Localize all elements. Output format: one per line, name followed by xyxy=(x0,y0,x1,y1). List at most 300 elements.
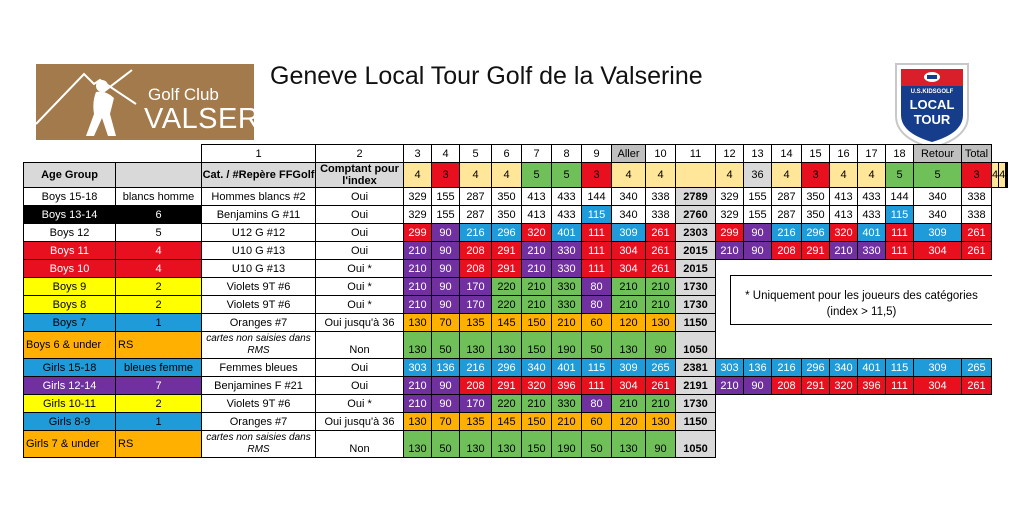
empty-cell xyxy=(886,332,914,359)
par-10: 4 xyxy=(716,163,744,188)
empty-cell xyxy=(962,332,992,359)
table-row xyxy=(24,188,1008,206)
tee-cell: 2 xyxy=(116,296,202,314)
category-cell: Violets 9T #6 xyxy=(202,395,316,413)
hole-distance-cell: 210 xyxy=(404,377,432,395)
comptant-cell: Oui xyxy=(316,188,404,206)
category-cell: Oranges #7 xyxy=(202,413,316,431)
hole-distance-cell: 50 xyxy=(582,332,612,359)
comptant-cell: Oui * xyxy=(316,296,404,314)
category-header: Cat. / #Repère FFGolf xyxy=(202,163,316,188)
par-cell: 3 xyxy=(802,163,830,188)
hole-distance-cell: 150 xyxy=(522,431,552,458)
hole-distance-cell: 261 xyxy=(646,224,676,242)
back-distance-cell: 433 xyxy=(858,206,886,224)
hole-distance-cell: 145 xyxy=(492,314,522,332)
par-cell: 4 xyxy=(404,163,432,188)
hole-distance-cell: 90 xyxy=(432,395,460,413)
hole-distance-cell: 304 xyxy=(612,242,646,260)
par-cell: 4 xyxy=(460,163,492,188)
back-distance-cell: 155 xyxy=(744,188,772,206)
empty-cell xyxy=(914,431,962,458)
empty-cell xyxy=(830,395,858,413)
hole-distance-cell: 265 xyxy=(646,359,676,377)
hole-distance-cell: 303 xyxy=(404,359,432,377)
hole-distance-cell: 145 xyxy=(492,413,522,431)
hole-distance-cell: 433 xyxy=(552,188,582,206)
hole-distance-cell: 50 xyxy=(432,332,460,359)
hole-distance-cell: 210 xyxy=(612,296,646,314)
back-distance-cell: 291 xyxy=(802,377,830,395)
hole-distance-cell: 287 xyxy=(460,206,492,224)
back-distance-cell: 261 xyxy=(962,242,992,260)
hole-distance-cell: 261 xyxy=(646,377,676,395)
hole-distance-cell: 170 xyxy=(460,395,492,413)
age-group-cell: Boys 12 xyxy=(24,224,116,242)
hole-distance-cell: 433 xyxy=(552,206,582,224)
empty-cell xyxy=(744,395,772,413)
hole-distance-cell: 210 xyxy=(552,413,582,431)
par-cell: 4 xyxy=(612,163,646,188)
back-distance-cell: 90 xyxy=(744,224,772,242)
empty-cell xyxy=(886,431,914,458)
back-distance-cell: 350 xyxy=(802,188,830,206)
comptant-cell: Oui xyxy=(316,377,404,395)
back-distance-cell: 210 xyxy=(716,242,744,260)
hole-distance-cell: 210 xyxy=(522,278,552,296)
tee-cell: RS xyxy=(116,431,202,458)
hole-distance-cell: 155 xyxy=(432,188,460,206)
table-row xyxy=(24,206,1008,224)
hole-distance-cell: 50 xyxy=(582,431,612,458)
comptant-cell: Oui xyxy=(316,206,404,224)
hole-distance-cell: 210 xyxy=(646,296,676,314)
category-cell: cartes non saisies dans RMS xyxy=(202,431,316,458)
hole-distance-cell: 304 xyxy=(612,377,646,395)
tee-cell: blancs homme xyxy=(116,188,202,206)
empty-cell xyxy=(802,332,830,359)
hole-distance-cell: 210 xyxy=(522,260,552,278)
hole-distance-cell: 329 xyxy=(404,188,432,206)
back-distance-cell: 111 xyxy=(886,224,914,242)
logo-line-1: Golf Club xyxy=(148,85,219,104)
category-cell: Hommes blancs #2 xyxy=(202,188,316,206)
header-row xyxy=(24,163,1008,188)
column-number: 2 xyxy=(316,145,404,163)
par-cell: 3 xyxy=(432,163,460,188)
comptant-cell: Oui jusqu'à 36 xyxy=(316,314,404,332)
hole-distance-cell: 210 xyxy=(522,395,552,413)
hole-distance-cell: 210 xyxy=(404,242,432,260)
hole-distance-cell: 296 xyxy=(492,359,522,377)
empty-cell xyxy=(858,431,886,458)
back-distance-cell: 329 xyxy=(716,206,744,224)
empty-cell xyxy=(886,395,914,413)
tee-cell: 4 xyxy=(116,242,202,260)
tee-cell: 5 xyxy=(116,224,202,242)
column-number: 7 xyxy=(522,145,552,163)
category-cell: U10 G #13 xyxy=(202,242,316,260)
back-distance-cell: 115 xyxy=(886,206,914,224)
hole-distance-cell: 413 xyxy=(522,206,552,224)
table-row xyxy=(24,242,1008,260)
age-group-cell: Girls 15-18 xyxy=(24,359,116,377)
hole-distance-cell: 208 xyxy=(460,242,492,260)
hole-distance-cell: 130 xyxy=(460,431,492,458)
category-cell: Femmes bleues xyxy=(202,359,316,377)
hole-distance-cell: 261 xyxy=(646,242,676,260)
empty-cell xyxy=(962,413,992,431)
par-11: 36 xyxy=(744,163,772,188)
front-total-cell: 1050 xyxy=(676,332,716,359)
empty-cell xyxy=(716,413,744,431)
front-total-cell: 1730 xyxy=(676,395,716,413)
tee-cell: bleues femme xyxy=(116,359,202,377)
empty-cell xyxy=(716,395,744,413)
column-number: 10 xyxy=(646,145,676,163)
par-cell: 5 xyxy=(914,163,962,188)
back-distance-cell: 304 xyxy=(914,377,962,395)
par-cell: 4 xyxy=(830,163,858,188)
front-total-cell: 1730 xyxy=(676,296,716,314)
column-number: Aller xyxy=(612,145,646,163)
par-aller xyxy=(676,163,716,188)
tee-cell: 7 xyxy=(116,377,202,395)
back-distance-cell: 216 xyxy=(772,359,802,377)
back-distance-cell: 303 xyxy=(716,359,744,377)
hole-distance-cell: 208 xyxy=(460,260,492,278)
empty-cell xyxy=(858,395,886,413)
empty-cell xyxy=(716,332,744,359)
tee-cell: 2 xyxy=(116,395,202,413)
back-distance-cell: 265 xyxy=(962,359,992,377)
age-group-cell: Boys 7 xyxy=(24,314,116,332)
back-distance-cell: 340 xyxy=(914,206,962,224)
hole-distance-cell: 150 xyxy=(522,314,552,332)
back-distance-cell: 155 xyxy=(744,206,772,224)
hole-distance-cell: 130 xyxy=(460,332,492,359)
hole-distance-cell: 350 xyxy=(492,206,522,224)
par-cell: 4 xyxy=(492,163,522,188)
hole-distance-cell: 90 xyxy=(646,431,676,458)
hole-distance-cell: 111 xyxy=(582,224,612,242)
hole-distance-cell: 90 xyxy=(432,260,460,278)
hole-distance-cell: 90 xyxy=(432,377,460,395)
category-cell: Benjamines F #21 xyxy=(202,377,316,395)
back-distance-cell: 340 xyxy=(830,359,858,377)
hole-distance-cell: 309 xyxy=(612,224,646,242)
column-number: 4 xyxy=(432,145,460,163)
par-cell: 5 xyxy=(886,163,914,188)
back-distance-cell: 287 xyxy=(772,188,802,206)
hole-distance-cell: 150 xyxy=(522,332,552,359)
hole-distance-cell: 130 xyxy=(612,332,646,359)
hole-distance-cell: 111 xyxy=(582,260,612,278)
empty-cell xyxy=(802,395,830,413)
back-distance-cell: 433 xyxy=(858,188,886,206)
back-distance-cell: 216 xyxy=(772,224,802,242)
back-distance-cell: 115 xyxy=(886,359,914,377)
par-cell: 4 xyxy=(772,163,802,188)
hole-distance-cell: 320 xyxy=(522,377,552,395)
back-distance-cell: 396 xyxy=(858,377,886,395)
hole-distance-cell: 130 xyxy=(404,332,432,359)
age-group-cell: Girls 10-11 xyxy=(24,395,116,413)
empty-cell xyxy=(744,431,772,458)
logo-tour: TOUR xyxy=(913,112,951,127)
footnote-line-2: (index > 11,5) xyxy=(826,306,897,318)
hole-distance-cell: 208 xyxy=(460,377,492,395)
hole-distance-cell: 210 xyxy=(404,260,432,278)
front-total-cell: 2191 xyxy=(676,377,716,395)
hole-distance-cell: 309 xyxy=(612,359,646,377)
hole-distance-cell: 90 xyxy=(432,296,460,314)
column-number: Retour xyxy=(914,145,962,163)
tee-cell: RS xyxy=(116,332,202,359)
footnote-line-1: * Uniquement pour les joueurs des catégories xyxy=(745,290,978,302)
page-title: Geneve Local Tour Golf de la Valserine xyxy=(270,62,703,90)
tee-header xyxy=(116,163,202,188)
local-tour-shield-icon xyxy=(890,60,974,150)
empty-cell xyxy=(830,431,858,458)
hole-distance-cell: 130 xyxy=(492,332,522,359)
back-distance-cell: 144 xyxy=(886,188,914,206)
hole-distance-cell: 130 xyxy=(404,431,432,458)
category-cell: Violets 9T #6 xyxy=(202,296,316,314)
hole-distance-cell: 150 xyxy=(522,413,552,431)
back-distance-cell: 261 xyxy=(962,224,992,242)
empty-cell xyxy=(744,332,772,359)
back-distance-cell: 261 xyxy=(962,377,992,395)
hole-distance-cell: 340 xyxy=(612,206,646,224)
column-number: 9 xyxy=(582,145,612,163)
back-distance-cell: 291 xyxy=(802,242,830,260)
back-distance-cell: 413 xyxy=(830,188,858,206)
empty-cell xyxy=(858,413,886,431)
empty-cell xyxy=(914,395,962,413)
hole-distance-cell: 210 xyxy=(612,395,646,413)
hole-distance-cell: 299 xyxy=(404,224,432,242)
hole-distance-cell: 291 xyxy=(492,242,522,260)
hole-distance-cell: 190 xyxy=(552,431,582,458)
hole-distance-cell: 330 xyxy=(552,296,582,314)
back-distance-cell: 309 xyxy=(914,224,962,242)
hole-distance-cell: 80 xyxy=(582,296,612,314)
logo-local: LOCAL xyxy=(909,97,955,112)
hole-distance-cell: 330 xyxy=(552,242,582,260)
back-distance-cell: 340 xyxy=(914,188,962,206)
hole-distance-cell: 50 xyxy=(432,431,460,458)
hole-distance-cell: 216 xyxy=(460,359,492,377)
hole-distance-cell: 220 xyxy=(492,395,522,413)
table-row xyxy=(24,332,1008,359)
hole-distance-cell: 210 xyxy=(404,278,432,296)
empty-cell xyxy=(744,413,772,431)
hole-distance-cell: 60 xyxy=(582,413,612,431)
comptant-cell: Non xyxy=(316,431,404,458)
age-group-cell: Boys 11 xyxy=(24,242,116,260)
back-distance-cell: 338 xyxy=(962,188,992,206)
par-cell: 3 xyxy=(962,163,992,188)
empty-cell xyxy=(116,145,202,163)
column-number: Total xyxy=(962,145,992,163)
empty-cell xyxy=(858,332,886,359)
column-number: 17 xyxy=(858,145,886,163)
back-distance-cell: 329 xyxy=(716,188,744,206)
age-group-cell: Girls 12-14 xyxy=(24,377,116,395)
back-distance-cell: 111 xyxy=(886,242,914,260)
empty-cell xyxy=(962,431,992,458)
hole-distance-cell: 304 xyxy=(612,260,646,278)
hole-distance-cell: 338 xyxy=(646,206,676,224)
hole-distance-cell: 130 xyxy=(646,314,676,332)
par-cell: 4 xyxy=(992,163,999,188)
hole-distance-cell: 120 xyxy=(612,314,646,332)
tee-cell: 6 xyxy=(116,206,202,224)
comptant-cell: Oui * xyxy=(316,278,404,296)
front-total-cell: 1050 xyxy=(676,431,716,458)
hole-distance-cell: 130 xyxy=(492,431,522,458)
empty-cell xyxy=(914,413,962,431)
back-distance-cell: 320 xyxy=(830,224,858,242)
table-row xyxy=(24,413,1008,431)
empty-cell xyxy=(830,332,858,359)
hole-distance-cell: 90 xyxy=(432,224,460,242)
hole-distance-cell: 340 xyxy=(522,359,552,377)
hole-distance-cell: 80 xyxy=(582,278,612,296)
hole-distance-cell: 190 xyxy=(552,332,582,359)
column-number: 6 xyxy=(492,145,522,163)
back-distance-cell: 90 xyxy=(744,377,772,395)
hole-distance-cell: 90 xyxy=(432,242,460,260)
back-distance-cell: 210 xyxy=(716,377,744,395)
hole-distance-cell: 130 xyxy=(646,413,676,431)
back-distance-cell: 401 xyxy=(858,359,886,377)
column-number: 8 xyxy=(552,145,582,163)
hole-distance-cell: 120 xyxy=(612,413,646,431)
tee-cell: 2 xyxy=(116,278,202,296)
age-group-cell: Boys 10 xyxy=(24,260,116,278)
hole-distance-cell: 210 xyxy=(552,314,582,332)
hole-distance-cell: 70 xyxy=(432,413,460,431)
front-total-cell: 1150 xyxy=(676,413,716,431)
hole-distance-cell: 296 xyxy=(492,224,522,242)
comptant-header: Comptant pour l'index xyxy=(316,163,404,188)
comptant-cell: Oui xyxy=(316,224,404,242)
back-distance-cell: 111 xyxy=(886,377,914,395)
front-total-cell: 2015 xyxy=(676,242,716,260)
hole-distance-cell: 338 xyxy=(646,188,676,206)
back-distance-cell: 330 xyxy=(858,242,886,260)
hole-distance-cell: 220 xyxy=(492,296,522,314)
hole-distance-cell: 210 xyxy=(646,278,676,296)
back-distance-cell: 90 xyxy=(744,242,772,260)
hole-distance-cell: 130 xyxy=(612,431,646,458)
empty-cell xyxy=(772,431,802,458)
comptant-cell: Oui jusqu'à 36 xyxy=(316,413,404,431)
back-distance-cell: 320 xyxy=(830,377,858,395)
hole-distance-cell: 111 xyxy=(582,242,612,260)
golf-club-valserine-logo xyxy=(36,64,310,140)
age-group-header: Age Group xyxy=(24,163,116,188)
hole-distance-cell: 291 xyxy=(492,377,522,395)
empty-cell xyxy=(914,332,962,359)
hole-distance-cell: 136 xyxy=(432,359,460,377)
back-distance-cell: 287 xyxy=(772,206,802,224)
hole-distance-cell: 111 xyxy=(582,377,612,395)
front-total-cell: 2381 xyxy=(676,359,716,377)
logo-line-2: VALSERINE xyxy=(144,103,310,135)
tee-cell: 4 xyxy=(116,260,202,278)
column-number-row xyxy=(24,145,1008,163)
hole-distance-cell: 329 xyxy=(404,206,432,224)
age-group-cell: Boys 9 xyxy=(24,278,116,296)
empty-cell xyxy=(24,145,116,163)
hole-distance-cell: 144 xyxy=(582,188,612,206)
hole-distance-cell: 340 xyxy=(612,188,646,206)
category-cell: U10 G #13 xyxy=(202,260,316,278)
hole-distance-cell: 115 xyxy=(582,206,612,224)
back-distance-cell: 299 xyxy=(716,224,744,242)
back-distance-cell: 338 xyxy=(962,206,992,224)
hole-distance-cell: 330 xyxy=(552,395,582,413)
empty-cell xyxy=(802,413,830,431)
comptant-cell: Oui xyxy=(316,359,404,377)
par-cell: 5 xyxy=(522,163,552,188)
column-number: 14 xyxy=(772,145,802,163)
hole-distance-cell: 135 xyxy=(460,314,492,332)
empty-cell xyxy=(772,395,802,413)
comptant-cell: Oui xyxy=(316,242,404,260)
back-distance-cell: 296 xyxy=(802,359,830,377)
tee-cell: 1 xyxy=(116,413,202,431)
hole-distance-cell: 396 xyxy=(552,377,582,395)
us-kids-golf-local-tour-logo xyxy=(890,60,974,150)
comptant-cell: Oui * xyxy=(316,260,404,278)
hole-distance-cell: 170 xyxy=(460,278,492,296)
par-cell: 5 xyxy=(552,163,582,188)
footnote-box xyxy=(730,275,992,325)
hole-distance-cell: 216 xyxy=(460,224,492,242)
hole-distance-cell: 320 xyxy=(522,224,552,242)
tee-cell: 1 xyxy=(116,314,202,332)
column-number: 5 xyxy=(460,145,492,163)
hole-distance-cell: 210 xyxy=(522,296,552,314)
hole-distance-cell: 261 xyxy=(646,260,676,278)
hole-distance-cell: 115 xyxy=(582,359,612,377)
front-total-cell: 1730 xyxy=(676,278,716,296)
hole-distance-cell: 80 xyxy=(582,395,612,413)
age-group-cell: Boys 8 xyxy=(24,296,116,314)
table-row xyxy=(24,395,1008,413)
back-distance-cell: 208 xyxy=(772,377,802,395)
hole-distance-cell: 291 xyxy=(492,260,522,278)
category-cell: Oranges #7 xyxy=(202,314,316,332)
hole-distance-cell: 210 xyxy=(646,395,676,413)
empty-cell xyxy=(716,431,744,458)
hole-distance-cell: 220 xyxy=(492,278,522,296)
comptant-cell: Oui * xyxy=(316,395,404,413)
empty-cell xyxy=(962,395,992,413)
front-total-cell: 2015 xyxy=(676,260,716,278)
back-distance-cell: 296 xyxy=(802,224,830,242)
category-cell: Violets 9T #6 xyxy=(202,278,316,296)
column-number: 13 xyxy=(744,145,772,163)
column-number: 16 xyxy=(830,145,858,163)
empty-cell xyxy=(772,332,802,359)
hole-distance-cell: 330 xyxy=(552,278,582,296)
hole-distance-cell: 401 xyxy=(552,359,582,377)
